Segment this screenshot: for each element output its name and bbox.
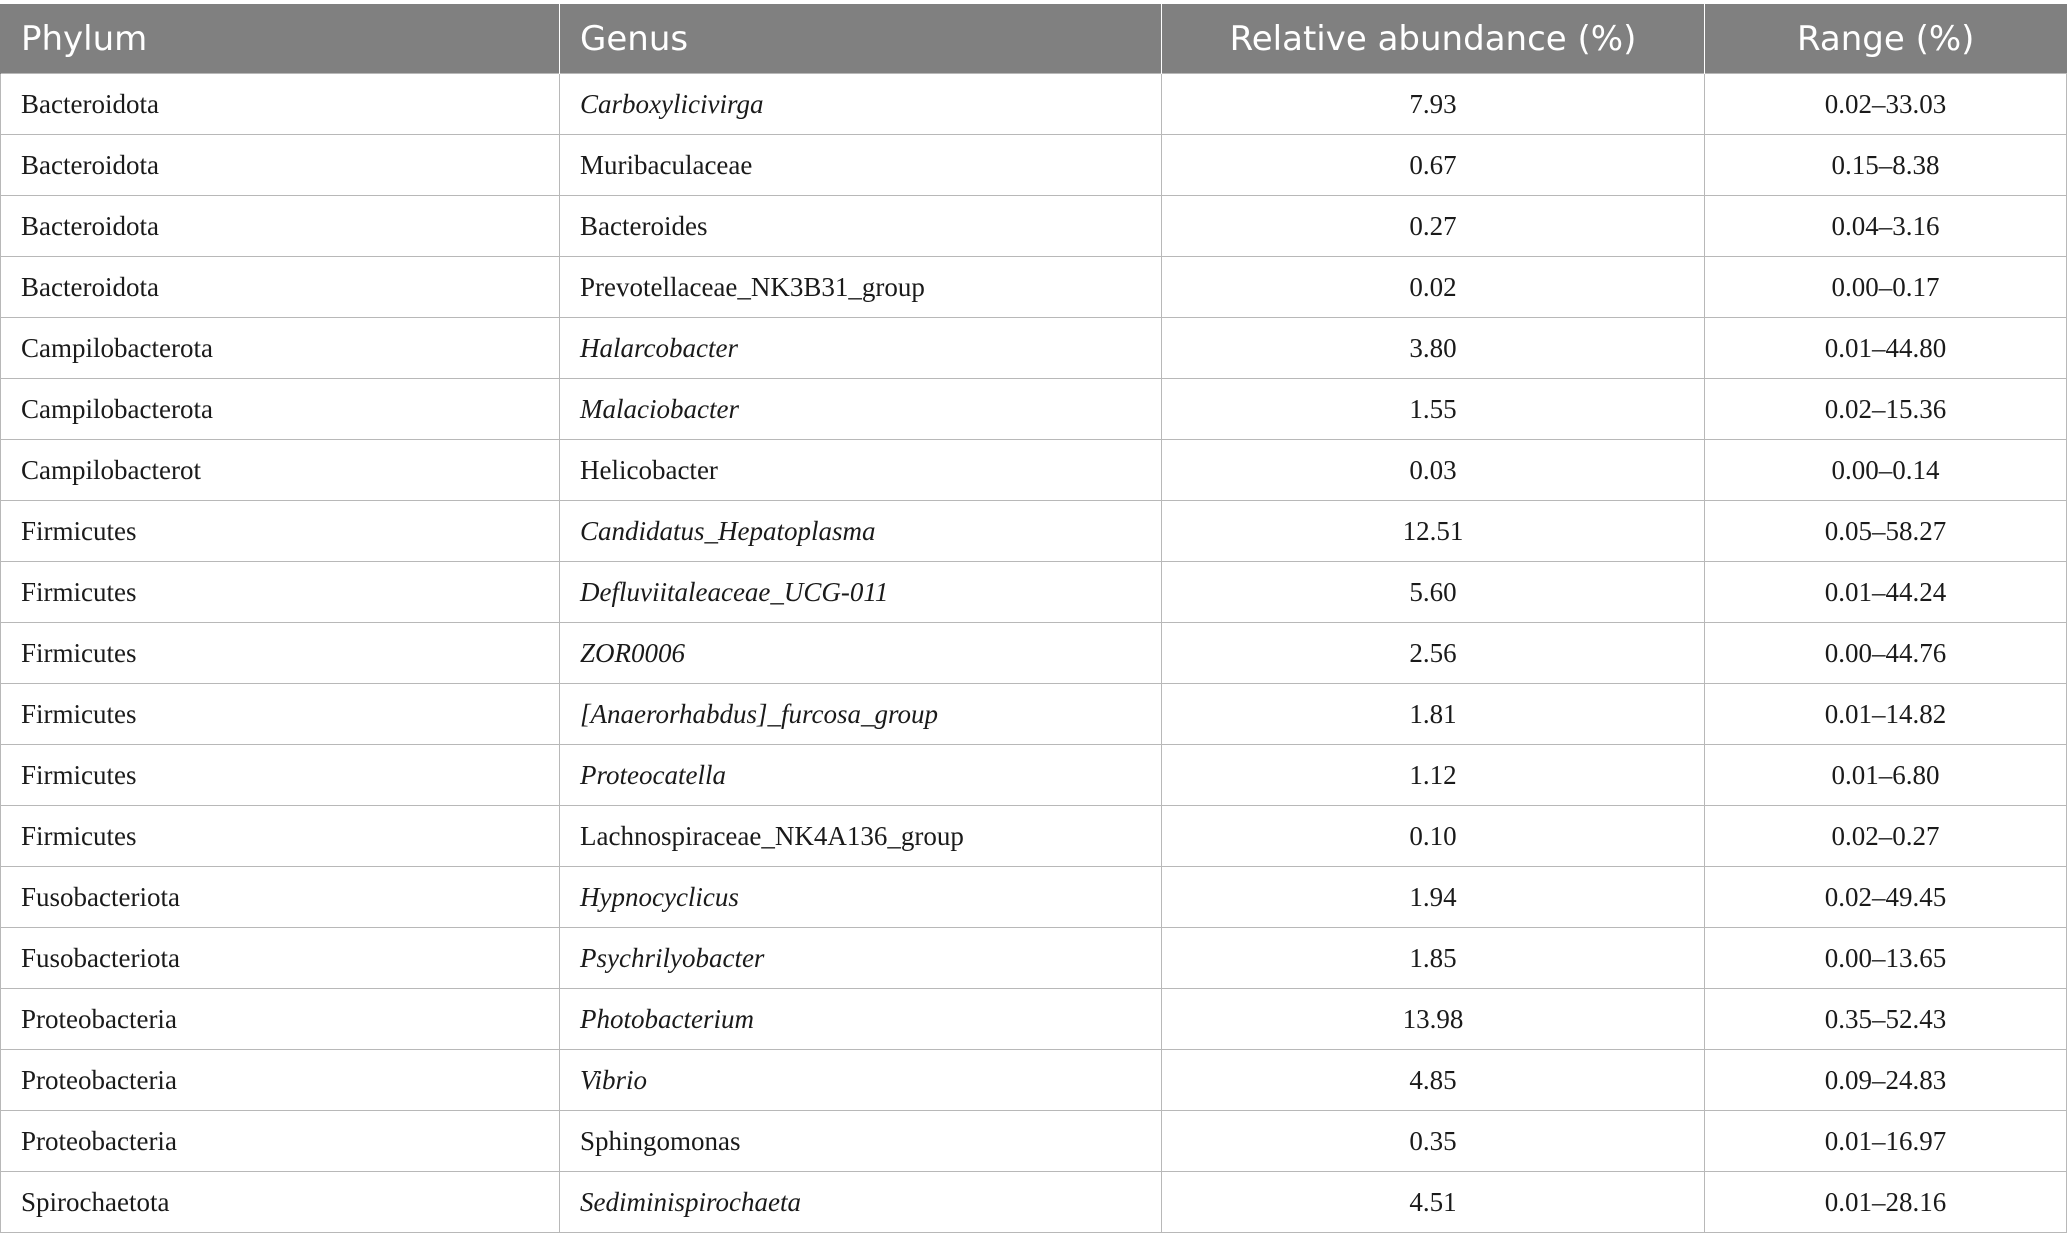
cell-range: 0.15–8.38 <box>1705 135 2067 196</box>
cell-range: 0.02–33.03 <box>1705 74 2067 135</box>
cell-range: 0.01–16.97 <box>1705 1111 2067 1172</box>
cell-range: 0.00–0.17 <box>1705 257 2067 318</box>
cell-abundance: 7.93 <box>1162 74 1705 135</box>
cell-phylum: Campilobacterota <box>1 379 560 440</box>
cell-phylum: Bacteroidota <box>1 196 560 257</box>
header-range: Range (%) <box>1705 4 2067 74</box>
cell-abundance: 1.85 <box>1162 928 1705 989</box>
cell-abundance: 4.51 <box>1162 1172 1705 1233</box>
cell-genus: Psychrilyobacter <box>560 928 1162 989</box>
cell-abundance: 13.98 <box>1162 989 1705 1050</box>
table-row <box>1 806 2067 867</box>
cell-range: 0.01–14.82 <box>1705 684 2067 745</box>
cell-genus: Proteocatella <box>560 745 1162 806</box>
table-header <box>1 4 2067 74</box>
table-row <box>1 74 2067 135</box>
cell-range: 0.01–28.16 <box>1705 1172 2067 1233</box>
cell-phylum: Proteobacteria <box>1 1111 560 1172</box>
cell-phylum: Firmicutes <box>1 501 560 562</box>
cell-genus: [Anaerorhabdus]_furcosa_group <box>560 684 1162 745</box>
cell-abundance: 3.80 <box>1162 318 1705 379</box>
cell-phylum: Fusobacteriota <box>1 867 560 928</box>
abundance-table-container <box>0 4 2066 1233</box>
cell-genus: Photobacterium <box>560 989 1162 1050</box>
cell-abundance: 0.67 <box>1162 135 1705 196</box>
cell-range: 0.09–24.83 <box>1705 1050 2067 1111</box>
cell-phylum: Proteobacteria <box>1 989 560 1050</box>
table-row <box>1 684 2067 745</box>
table-row <box>1 257 2067 318</box>
cell-phylum: Firmicutes <box>1 745 560 806</box>
cell-genus: Muribaculaceae <box>560 135 1162 196</box>
table-row <box>1 1172 2067 1233</box>
table-row <box>1 501 2067 562</box>
cell-abundance: 0.03 <box>1162 440 1705 501</box>
cell-phylum: Bacteroidota <box>1 74 560 135</box>
table-row <box>1 318 2067 379</box>
cell-abundance: 0.35 <box>1162 1111 1705 1172</box>
cell-genus: Malaciobacter <box>560 379 1162 440</box>
cell-range: 0.04–3.16 <box>1705 196 2067 257</box>
cell-phylum: Firmicutes <box>1 562 560 623</box>
table-body <box>1 74 2067 1233</box>
table-row <box>1 989 2067 1050</box>
cell-genus: Lachnospiraceae_NK4A136_group <box>560 806 1162 867</box>
header-row <box>1 4 2067 74</box>
header-genus: Genus <box>560 4 1162 74</box>
cell-range: 0.00–13.65 <box>1705 928 2067 989</box>
cell-range: 0.35–52.43 <box>1705 989 2067 1050</box>
table-row <box>1 379 2067 440</box>
table-row <box>1 623 2067 684</box>
header-phylum: Phylum <box>1 4 560 74</box>
cell-range: 0.01–6.80 <box>1705 745 2067 806</box>
cell-phylum: Campilobacterota <box>1 318 560 379</box>
table-row <box>1 867 2067 928</box>
cell-genus: Prevotellaceae_NK3B31_group <box>560 257 1162 318</box>
cell-phylum: Spirochaetota <box>1 1172 560 1233</box>
cell-phylum: Bacteroidota <box>1 135 560 196</box>
cell-genus: Sediminispirochaeta <box>560 1172 1162 1233</box>
table-row <box>1 196 2067 257</box>
cell-range: 0.02–0.27 <box>1705 806 2067 867</box>
cell-genus: Candidatus_Hepatoplasma <box>560 501 1162 562</box>
cell-abundance: 1.55 <box>1162 379 1705 440</box>
cell-phylum: Proteobacteria <box>1 1050 560 1111</box>
cell-range: 0.01–44.24 <box>1705 562 2067 623</box>
abundance-table <box>0 4 2067 1233</box>
cell-genus: Bacteroides <box>560 196 1162 257</box>
cell-phylum: Fusobacteriota <box>1 928 560 989</box>
table-row <box>1 928 2067 989</box>
table-row <box>1 1111 2067 1172</box>
cell-abundance: 4.85 <box>1162 1050 1705 1111</box>
table-row <box>1 745 2067 806</box>
table-row <box>1 1050 2067 1111</box>
cell-abundance: 0.10 <box>1162 806 1705 867</box>
cell-phylum: Firmicutes <box>1 806 560 867</box>
cell-genus: ZOR0006 <box>560 623 1162 684</box>
cell-range: 0.01–44.80 <box>1705 318 2067 379</box>
table-row <box>1 562 2067 623</box>
cell-abundance: 12.51 <box>1162 501 1705 562</box>
cell-range: 0.00–44.76 <box>1705 623 2067 684</box>
table-row <box>1 135 2067 196</box>
cell-abundance: 1.81 <box>1162 684 1705 745</box>
cell-abundance: 2.56 <box>1162 623 1705 684</box>
cell-genus: Vibrio <box>560 1050 1162 1111</box>
cell-abundance: 5.60 <box>1162 562 1705 623</box>
cell-abundance: 1.12 <box>1162 745 1705 806</box>
cell-genus: Halarcobacter <box>560 318 1162 379</box>
cell-range: 0.00–0.14 <box>1705 440 2067 501</box>
table-row <box>1 440 2067 501</box>
cell-range: 0.05–58.27 <box>1705 501 2067 562</box>
cell-phylum: Campilobacterot <box>1 440 560 501</box>
cell-genus: Sphingomonas <box>560 1111 1162 1172</box>
cell-abundance: 0.02 <box>1162 257 1705 318</box>
cell-genus: Defluviitaleaceae_UCG-011 <box>560 562 1162 623</box>
cell-phylum: Firmicutes <box>1 684 560 745</box>
cell-phylum: Bacteroidota <box>1 257 560 318</box>
cell-abundance: 0.27 <box>1162 196 1705 257</box>
cell-range: 0.02–15.36 <box>1705 379 2067 440</box>
cell-genus: Hypnocyclicus <box>560 867 1162 928</box>
cell-range: 0.02–49.45 <box>1705 867 2067 928</box>
header-relative-abundance: Relative abundance (%) <box>1162 4 1705 74</box>
cell-phylum: Firmicutes <box>1 623 560 684</box>
cell-abundance: 1.94 <box>1162 867 1705 928</box>
cell-genus: Carboxylicivirga <box>560 74 1162 135</box>
cell-genus: Helicobacter <box>560 440 1162 501</box>
